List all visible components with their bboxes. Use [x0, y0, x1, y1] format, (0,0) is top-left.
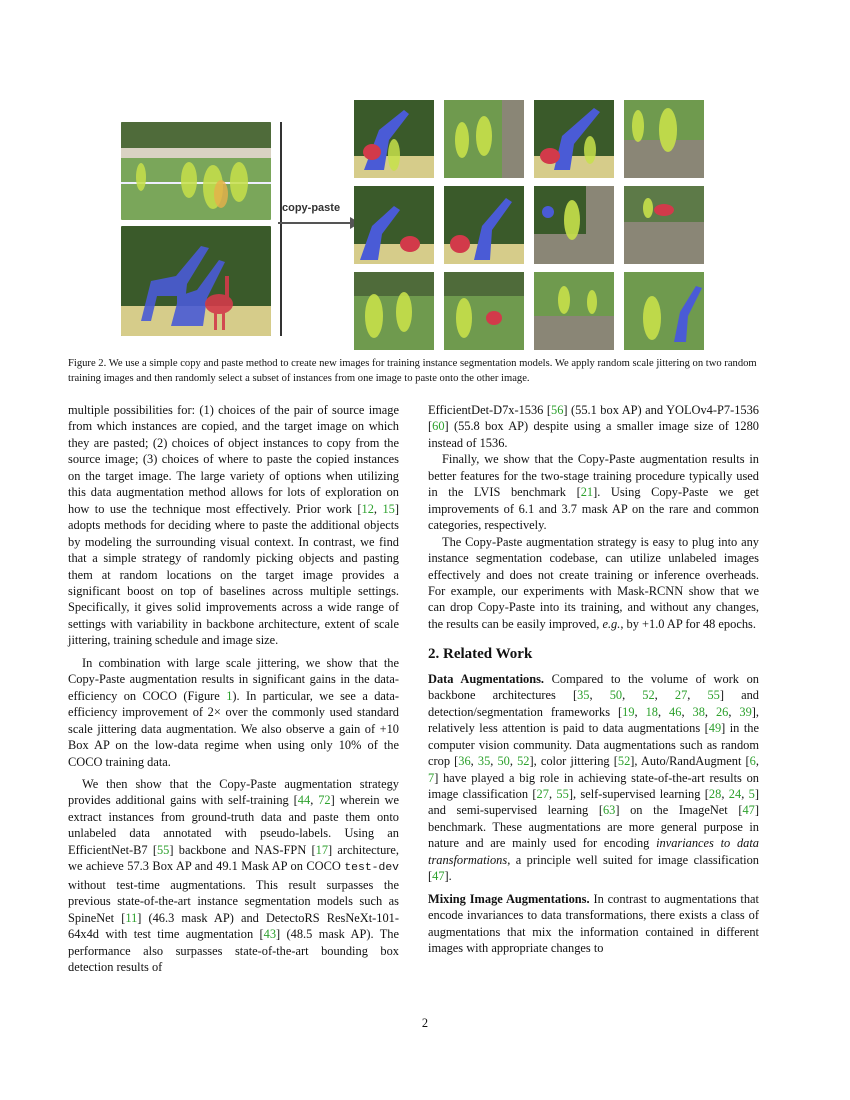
paragraph-text: , — [741, 786, 749, 801]
paragraph-text: , — [654, 688, 675, 703]
citation-link[interactable]: 12 — [361, 501, 374, 516]
citation-link[interactable]: 55 — [707, 688, 720, 703]
paragraph: EfficientDet-D7x-1536 [56] (55.1 box AP) and YOLOv4-P7-1536 [60] (55.8 box AP) despite using a smaller image size of 1280 instead of 1536. — [428, 403, 759, 450]
citation-link[interactable]: 52 — [517, 754, 530, 769]
citation-link[interactable]: 19 — [622, 704, 635, 719]
right-column — [428, 402, 759, 957]
paragraph-text: ], relatively less attention is paid to data augmentations [ — [428, 704, 760, 736]
citation-link[interactable]: 55 — [156, 842, 170, 857]
citation-link[interactable]: 18 — [645, 704, 658, 719]
citation-link[interactable]: 21 — [580, 485, 594, 500]
citation-link[interactable]: 26 — [715, 704, 729, 719]
bracket — [274, 122, 282, 336]
paragraph-text: ] and detection/segmentation frameworks [ — [428, 688, 759, 719]
paragraph-text: , — [704, 704, 716, 719]
citation-link[interactable]: 63 — [602, 803, 616, 818]
paragraph: We then show that the Copy-Paste augmentation strategy provides additional gains with self-training [44, 72] wherein we extract instances from ground-truth data and paste them onto unlabeled data annotated with pseudo-labels. Using an EfficientNet-B7 [55] backbone and NAS-FPN [17] architecture, we achieve 57.3 Box AP and 49.1 Mask AP on COCO test-dev without test-time augmentations. This result surpasses the previous state-of-the-art instance segmentation models such as SpineNet [11] (46.3 mask AP) and DetectoRS ResNeXt-101-64x4d with test time augmentation [43] (48.5 mask AP). The performance also surpasses state-of-the-art bounding box detection results of — [68, 776, 400, 974]
paragraph-text: , — [622, 688, 643, 703]
augmented-image — [444, 272, 524, 350]
citation-link[interactable]: 43 — [263, 927, 277, 942]
citation-link[interactable]: 50 — [497, 754, 510, 769]
paragraph-text: , — [634, 704, 646, 719]
citation-link[interactable]: 44 — [297, 793, 311, 808]
paragraph-text: , — [548, 786, 557, 801]
left-column — [68, 402, 399, 975]
augmented-image — [624, 186, 704, 264]
paragraph-text: ] and semi-supervised learning [ — [428, 786, 760, 818]
augmented-image — [534, 100, 614, 178]
paragraph: Data Augmentations. Compared to the volume of work on backbone architectures [35, 50, 52, 27, 55] and detection/segmentation frameworks [19, 18, 46, 38, 26, 39], relatively less attention is paid to data augmentations [49] in the computer vision community. Data augmentations such as random crop [36, 35, 50, 52], color jittering [52], Auto/RandAugment [6, 7] have played a big role in achieving state-of-the-art results on image classification [27, 55], self-supervised learning [28, 24, 5] and semi-supervised learning [63] on the ImageNet [47] benchmark. These augmentations are more general purpose in nature and are mainly used for encoding invariances to data transformations, a principle well suited for image classification [47]. — [428, 671, 760, 884]
augmented-image — [444, 186, 524, 264]
figure-caption: Figure 2. We use a simple copy and paste method to create new images for training instance segmentation models. We apply random scale jittering on two random training images and then randomly select a subset of instances from one image to paste onto the other image. — [68, 358, 757, 384]
paragraph-text: ] have played a big role in achieving state-of-the-art results on image classification [ — [428, 770, 759, 801]
section-heading: 2. Related Work — [428, 646, 533, 663]
paragraph-text: ] on the ImageNet [ — [615, 803, 743, 818]
citation-link[interactable]: 49 — [708, 721, 722, 736]
paragraph: multiple possibilities for: (1) choices of the pair of source image from which instances are copied, and the target image on which they are pasted; (2) choices of object instances to copy from the source image; (3) choices of where to paste the copied instances on the target image. The large variety of options when utilizing this data augmentation method allows for lots of exploration on how to use the technique most effectively. Prior work [12, 15] adopts methods for deciding where to paste the additional objects by modeling the surrounding visual context. In contrast, we find that a simple strategy of randomly picking objects and pasting them at random locations on the target image provides a significant boost on top of baselines across multiple settings. Specifically, it gives solid improvements across a wide range of settings with variability in backbone architecture, extent of scale jittering, training schedule and image size. — [68, 403, 400, 648]
paragraph-text: , — [589, 688, 610, 703]
paragraph: In combination with large scale jittering, we show that the Copy-Paste augmentation results in significant gains in the data-efficiency on COCO (Figure 1). In particular, we see a data-efficiency improvement of 2× over the commonly used standard scale jittering data augmentation. We also observe a gain of +10 Box AP on the low-data regime when using only 10% of the COCO training data. — [68, 655, 399, 769]
paragraph-text: , — [681, 704, 693, 719]
augmented-image — [624, 100, 704, 178]
citation-link[interactable]: 38 — [692, 704, 705, 719]
augmented-image — [354, 272, 434, 350]
citation-link[interactable]: 36 — [458, 754, 471, 769]
paragraph-text: ], Auto/RandAugment [ — [630, 754, 750, 769]
copy-paste-label: copy-paste — [282, 202, 341, 214]
arrow-line — [278, 222, 354, 224]
citation-link[interactable]: 27 — [536, 786, 549, 801]
augmented-image — [534, 272, 614, 350]
paragraph-text: , — [509, 754, 518, 769]
source-image-giraffes — [121, 226, 271, 336]
citation-link[interactable]: 55 — [556, 786, 569, 801]
paragraph-text: ], color jittering [ — [529, 754, 618, 769]
paragraph: Finally, we show that the Copy-Paste augmentation results in better features for the two-stage training procedure typically used in the LVIS benchmark [21]. Using Copy-Paste we get improvements of 6.1 and 3.7 mask AP on the rare and common categories, respectively. — [428, 452, 759, 533]
paragraph-text: , — [721, 786, 729, 801]
citation-link[interactable]: 24 — [728, 786, 742, 801]
paragraph-text: , — [657, 704, 670, 719]
citation-link[interactable]: 60 — [432, 419, 445, 434]
paragraph: The Copy-Paste augmentation strategy is easy to plug into any instance segmentation codebase, can utilize unlabeled images effectively and does not create training or inference overheads. For example, our experiments with Mask-RCNN show that we can drop Copy-Paste into its training, and without any changes, the results can be easily improved, e.g., by +1.0 AP for 48 epochs. — [428, 534, 759, 631]
citation-link[interactable]: 11 — [125, 910, 138, 925]
paragraph-text: , — [490, 754, 498, 769]
augmented-image — [534, 186, 614, 264]
augmented-images-grid — [354, 100, 706, 350]
citation-link[interactable]: 72 — [318, 793, 331, 808]
augmented-image — [354, 186, 434, 264]
augmented-image — [354, 100, 434, 178]
page-number: 2 — [421, 1016, 429, 1030]
citation-link[interactable]: 5 — [748, 786, 755, 801]
citation-link[interactable]: 7 — [428, 770, 435, 785]
citation-link[interactable]: 52 — [642, 688, 655, 703]
augmented-image — [444, 100, 524, 178]
citation-link[interactable]: 6 — [749, 754, 756, 769]
citation-link[interactable]: 46 — [669, 704, 682, 719]
citation-link[interactable]: 15 — [382, 501, 395, 516]
paragraph-text: , — [687, 688, 708, 703]
figure-link[interactable]: 1 — [226, 688, 233, 703]
paragraph-text: , — [470, 754, 478, 769]
paragraph-text: ]. — [444, 869, 452, 884]
paragraph-text: , — [728, 704, 740, 719]
paragraph-text: ], self-supervised learning [ — [568, 786, 709, 801]
citation-link[interactable]: 39 — [739, 704, 752, 719]
paragraph: Mixing Image Augmentations. In contrast to augmentations that encode invariances to data transformations, there exists a class of augmentations that mix the information contained in different images with appropriate changes to — [428, 891, 759, 956]
citation-link[interactable]: 50 — [609, 688, 623, 703]
paragraph-text: ] benchmark. These augmentations are more general purpose in nature and are mainly used for encoding — [428, 803, 759, 851]
citation-link[interactable]: 27 — [674, 688, 688, 703]
figure-2 — [118, 98, 718, 350]
citation-link[interactable]: 47 — [742, 803, 755, 818]
paragraph-text: , a principle well suited for image classification [ — [428, 852, 759, 884]
citation-link[interactable]: 52 — [617, 754, 631, 769]
paragraph-text: Compared to the volume of work on backbone architectures [ — [428, 671, 759, 703]
citation-link[interactable]: 17 — [315, 842, 329, 857]
paragraph-text: ] in the computer vision community. Data augmentations such as random crop [ — [428, 721, 759, 769]
citation-link[interactable]: 35 — [477, 754, 491, 769]
citation-link[interactable]: 28 — [708, 786, 722, 801]
italic-text: invariances to data transformations — [428, 836, 759, 867]
citation-link[interactable]: 47 — [432, 869, 445, 884]
citation-link[interactable]: 35 — [577, 688, 590, 703]
augmented-image — [624, 272, 704, 350]
citation-link[interactable]: 56 — [551, 403, 564, 417]
source-image-soccer — [121, 122, 271, 220]
paragraph-text: , — [755, 754, 759, 769]
